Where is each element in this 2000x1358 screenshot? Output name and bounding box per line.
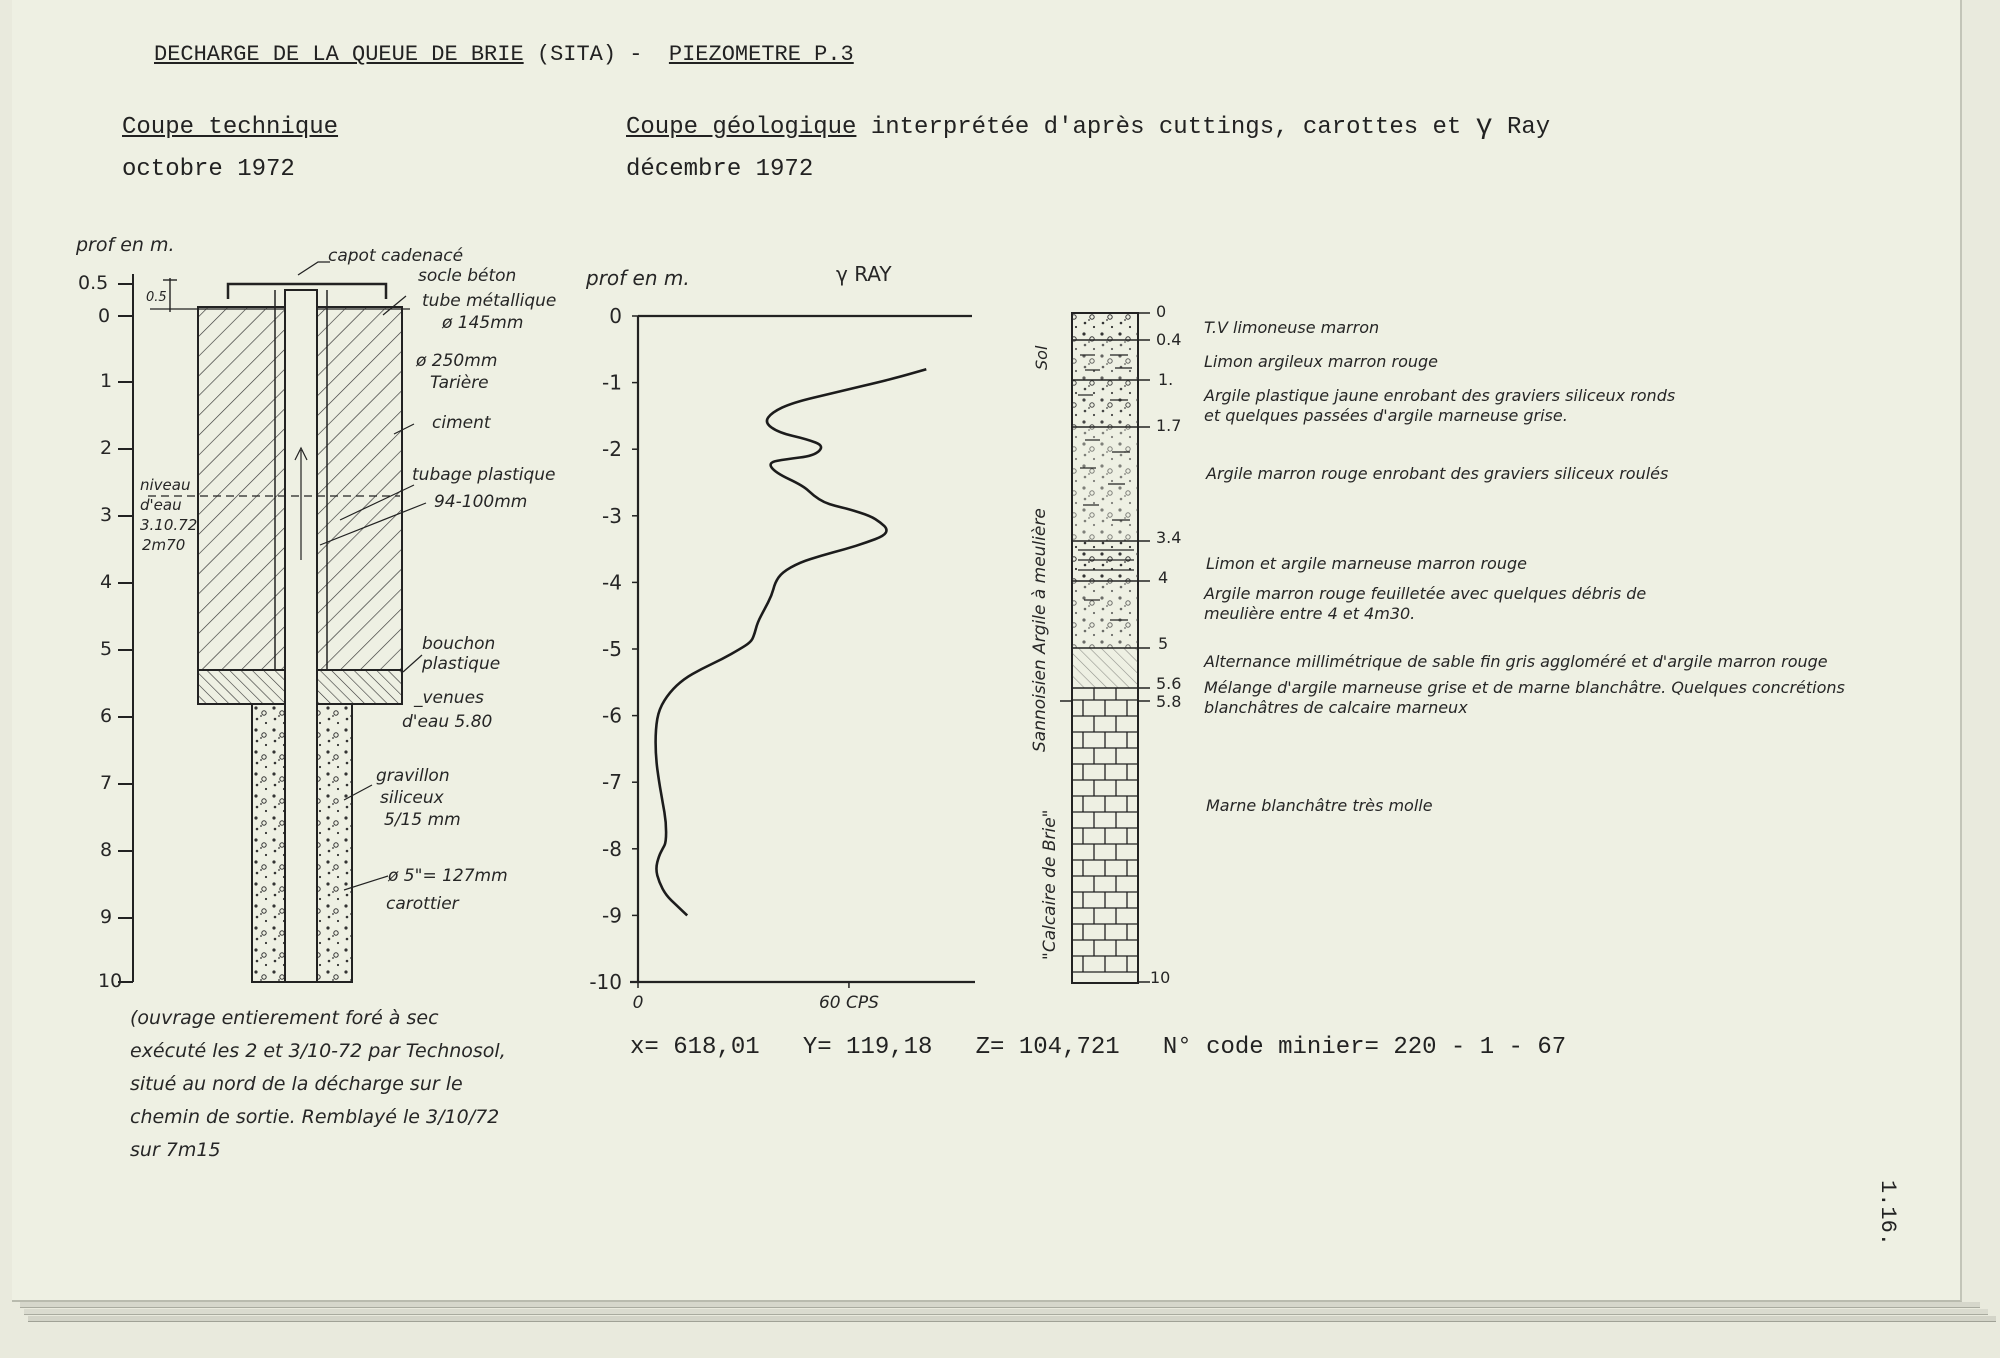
- lithology-description: T.V limoneuse marron: [1204, 318, 1380, 337]
- construction-note: [130, 1002, 506, 1167]
- title-piezometer: PIEZOMETRE P.3: [668, 42, 854, 67]
- label-gravillon: gravillon: [376, 766, 450, 786]
- label-tube-dim: ø 145mm: [442, 313, 524, 333]
- geological-heading-title: Coupe géologique: [626, 114, 857, 141]
- technical-date: octobre 1972: [122, 156, 295, 183]
- note-line: exécuté les 2 et 3/10-72 par Technosol,: [130, 1040, 506, 1062]
- label-tubage-dim: 94-100mm: [434, 492, 528, 512]
- label-gravillon-3: 5/15 mm: [384, 810, 461, 830]
- formation-label: "Calcaire de Brie": [1040, 809, 1060, 960]
- geological-date: décembre 1972: [626, 156, 814, 183]
- lithology-description: meulière entre 4 et 4m30.: [1204, 604, 1416, 623]
- depth-tick-label: 10: [98, 970, 123, 992]
- depth-tick-label: 0.5: [78, 272, 109, 294]
- lithology-description: Alternance millimétrique de sable fin gris aggloméré et d'argile marron rouge: [1204, 652, 1828, 671]
- chart-y-tick-label: -6: [602, 703, 622, 728]
- label-carottier-2: carottier: [386, 894, 459, 914]
- lithology-description: Limon argileux marron rouge: [1204, 352, 1438, 371]
- lithology-description: Marne blanchâtre très molle: [1206, 796, 1433, 815]
- page-stack-edge: [24, 1309, 1988, 1315]
- technical-depth-label: prof en m.: [76, 234, 175, 256]
- label-tariere-dim: ø 250mm: [416, 351, 498, 371]
- label-tubage: tubage plastique: [412, 465, 556, 485]
- log-depth-mark: 5.8: [1156, 692, 1182, 711]
- label-tube: tube métallique: [422, 291, 557, 311]
- note-line: (ouvrage entierement foré à sec: [130, 1007, 439, 1029]
- chart-y-tick-label: 0: [609, 304, 622, 328]
- log-depth-mark: 5: [1158, 634, 1169, 653]
- formation-label: Sannoisien Argile à meulière: [1030, 508, 1050, 752]
- log-depth-mark: 1.7: [1156, 416, 1182, 435]
- log-depth-mark: 5.6: [1156, 674, 1182, 693]
- label-tariere: Tarière: [430, 373, 489, 393]
- label-niveau-date: 3.10.72: [140, 516, 198, 534]
- title-site: DECHARGE DE LA QUEUE DE BRIE: [154, 42, 524, 67]
- depth-tick-label: 3: [100, 504, 113, 526]
- note-line: situé au nord de la décharge sur le: [130, 1073, 463, 1095]
- ray-label: Ray: [1492, 114, 1551, 141]
- chart-y-tick-label: -1: [602, 370, 622, 395]
- depth-tick-label: 2: [100, 437, 113, 459]
- depth-tick-label: 8: [100, 839, 113, 861]
- gamma-ray-series-line: [656, 369, 927, 915]
- log-depth-mark: 0.4: [1156, 330, 1182, 349]
- lithology-description: blanchâtres de calcaire marneux: [1204, 698, 1468, 717]
- label-niveau: niveau: [140, 476, 191, 494]
- chart-y-tick-label: -7: [602, 770, 622, 795]
- depth-tick-label: 7: [100, 772, 113, 794]
- chart-title: γ RAY: [836, 262, 892, 286]
- lithology-description: Argile marron rouge feuilletée avec quelques débris de: [1204, 584, 1647, 603]
- chart-x-tick-label: 0: [632, 993, 644, 1013]
- label-capot: capot cadenacé: [328, 246, 464, 266]
- formation-label: Sol: [1032, 345, 1051, 370]
- label-gravillon-2: siliceux: [380, 788, 444, 808]
- lithology-description: Mélange d'argile marneuse grise et de marne blanchâtre. Quelques concrétions: [1204, 678, 1845, 697]
- depth-tick-label: 9: [100, 906, 113, 928]
- log-depth-mark: 4: [1158, 568, 1169, 587]
- chart-y-label: prof en m.: [586, 266, 690, 290]
- lithology-description: et quelques passées d'argile marneuse grise.: [1204, 406, 1568, 425]
- note-line: chemin de sortie. Remblayé le 3/10/72: [130, 1106, 500, 1128]
- offset-label: 0.5: [146, 290, 167, 305]
- chart-y-tick-label: -2: [602, 437, 622, 462]
- coordinates-line: x= 618,01 Y= 119,18 Z= 104,721 N° code minier= 220 - 1 - 67: [630, 1034, 1567, 1061]
- chart-y-tick-label: -4: [602, 570, 622, 595]
- gamma-symbol: γ: [1475, 111, 1493, 142]
- log-depth-mark: 1.: [1158, 370, 1174, 389]
- depth-tick-label: 5: [100, 638, 113, 660]
- depth-tick-label: 6: [100, 705, 113, 727]
- depth-tick-label: 1: [100, 370, 113, 392]
- depth-tick-label: 0: [98, 305, 111, 327]
- lithologic-log: [1060, 313, 1150, 983]
- label-socle: socle béton: [418, 266, 517, 286]
- lithology-description: Limon et argile marneuse marron rouge: [1206, 554, 1527, 573]
- log-depth-mark: 0: [1156, 302, 1167, 321]
- lithology-description: Argile marron rouge enrobant des graviers siliceux roulés: [1206, 464, 1669, 483]
- chart-y-tick-label: -5: [602, 637, 622, 661]
- page-number: 1.16.: [1875, 1180, 1900, 1247]
- note-line: sur 7m15: [130, 1139, 221, 1161]
- geological-heading-rest: interprétée d'après cuttings, carottes et: [856, 114, 1476, 141]
- page-stack-edge: [28, 1316, 1996, 1322]
- chart-y-tick-label: -10: [589, 970, 622, 994]
- chart-y-tick-label: -9: [602, 903, 622, 928]
- technical-heading: Coupe technique: [122, 114, 339, 141]
- chart-y-tick-label: -3: [602, 503, 622, 528]
- label-niveau-value: 2m70: [142, 536, 186, 554]
- label-carottier: ø 5"= 127mm: [388, 866, 508, 886]
- page-stack-edge: [20, 1302, 1980, 1308]
- chart-x-tick-label: 60 CPS: [818, 993, 879, 1013]
- label-niveau-eau: d'eau: [140, 496, 182, 514]
- label-venues-2: d'eau 5.80: [402, 712, 493, 732]
- log-depth-mark: 3.4: [1156, 528, 1182, 547]
- label-venues: _venues: [414, 688, 484, 708]
- chart-y-tick-label: -8: [602, 836, 622, 861]
- label-ciment: ciment: [432, 413, 491, 433]
- depth-tick-label: 4: [100, 571, 113, 593]
- log-depth-mark: 10: [1150, 968, 1171, 987]
- plastic-tubing: [285, 290, 317, 982]
- label-bouchon: bouchon: [422, 634, 496, 654]
- lithology-description: Argile plastique jaune enrobant des graviers siliceux ronds: [1204, 386, 1676, 405]
- gamma-ray-chart: [589, 304, 975, 1013]
- title-operator: (SITA) -: [536, 42, 656, 67]
- label-bouchon-2: plastique: [422, 654, 501, 674]
